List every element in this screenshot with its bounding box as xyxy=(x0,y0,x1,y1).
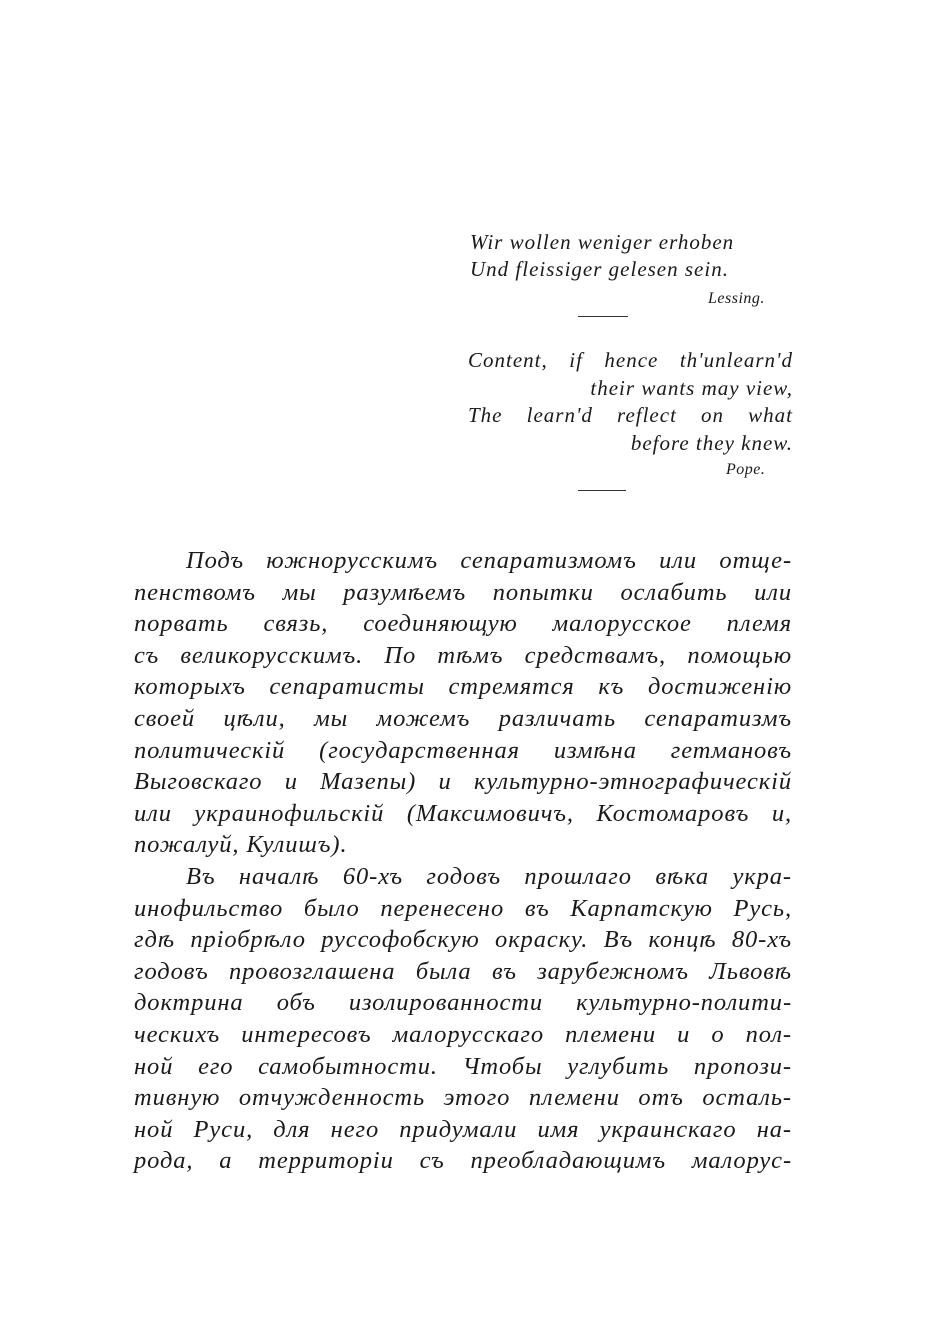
epigraph-line: The learn'd reflect on what xyxy=(468,403,793,427)
text-line: пенствомъ мы разумѣемъ попытки ослабить или xyxy=(134,578,792,606)
text-line: гдѣ пріобрѣло руссофобскую окраску. Въ концѣ 80-хъ xyxy=(134,926,792,954)
text-line: годовъ провозглашена была въ зарубежномъ Львовѣ xyxy=(134,957,792,985)
epigraph-pope xyxy=(468,347,793,481)
text-line: политическій (государственная измѣна гетмановъ xyxy=(134,736,792,764)
epigraph-lessing xyxy=(470,229,800,310)
text-line: пожалуй, Кулишъ). xyxy=(134,831,348,859)
epigraph-line: Und fleissiger gelesen sein. xyxy=(470,257,729,281)
divider-rule xyxy=(578,490,626,491)
text-line: которыхъ сепаратисты стремятся къ достиженію xyxy=(134,673,792,701)
text-line: доктрина объ изолированности культурно-полити- xyxy=(134,989,792,1017)
epigraph-line: Wir wollen weniger erhoben xyxy=(470,230,735,254)
divider-rule xyxy=(578,316,628,317)
text-line: порвать связь, соединяющую малорусское племя xyxy=(134,610,792,638)
epigraph-attribution: Lessing. xyxy=(708,290,765,307)
epigraph-line: Content, if hence th'unlearn'd xyxy=(468,348,793,372)
text-line: Подъ южнорусскимъ сепаратизмомъ или отще- xyxy=(186,547,792,574)
text-line: рода, а территоріи съ преобладающимъ малорус- xyxy=(134,1147,792,1175)
text-line: своей цѣли, мы можемъ различать сепаратизмъ xyxy=(134,704,792,732)
epigraph-attribution: Pope. xyxy=(726,461,766,478)
text-line: тивную отчужденность этого племени отъ осталь- xyxy=(134,1084,792,1112)
text-line: съ великорусскимъ. По тѣмъ средствамъ, помощью xyxy=(134,641,792,669)
epigraph-line: their wants may view, xyxy=(590,375,793,400)
text-line: Выговскаго и Мазепы) и культурно-этнографическій xyxy=(134,768,792,796)
epigraph-line: before they knew. xyxy=(630,430,793,455)
text-line: или украинофильскій (Максимовичъ, Костомаровъ и, xyxy=(134,799,792,827)
text-line: ческихъ интересовъ малорусскаго племени и о пол- xyxy=(134,1020,792,1048)
text-line: ной его самобытности. Чтобы углубить пропози- xyxy=(134,1052,792,1080)
body-text xyxy=(134,545,792,1177)
text-line: ной Руси, для него придумали имя украинскаго на- xyxy=(134,1115,792,1143)
text-line: Въ началѣ 60-хъ годовъ прошлаго вѣка укра- xyxy=(186,862,792,890)
text-line: инофильство было перенесено въ Карпатскую Русь, xyxy=(134,894,792,922)
